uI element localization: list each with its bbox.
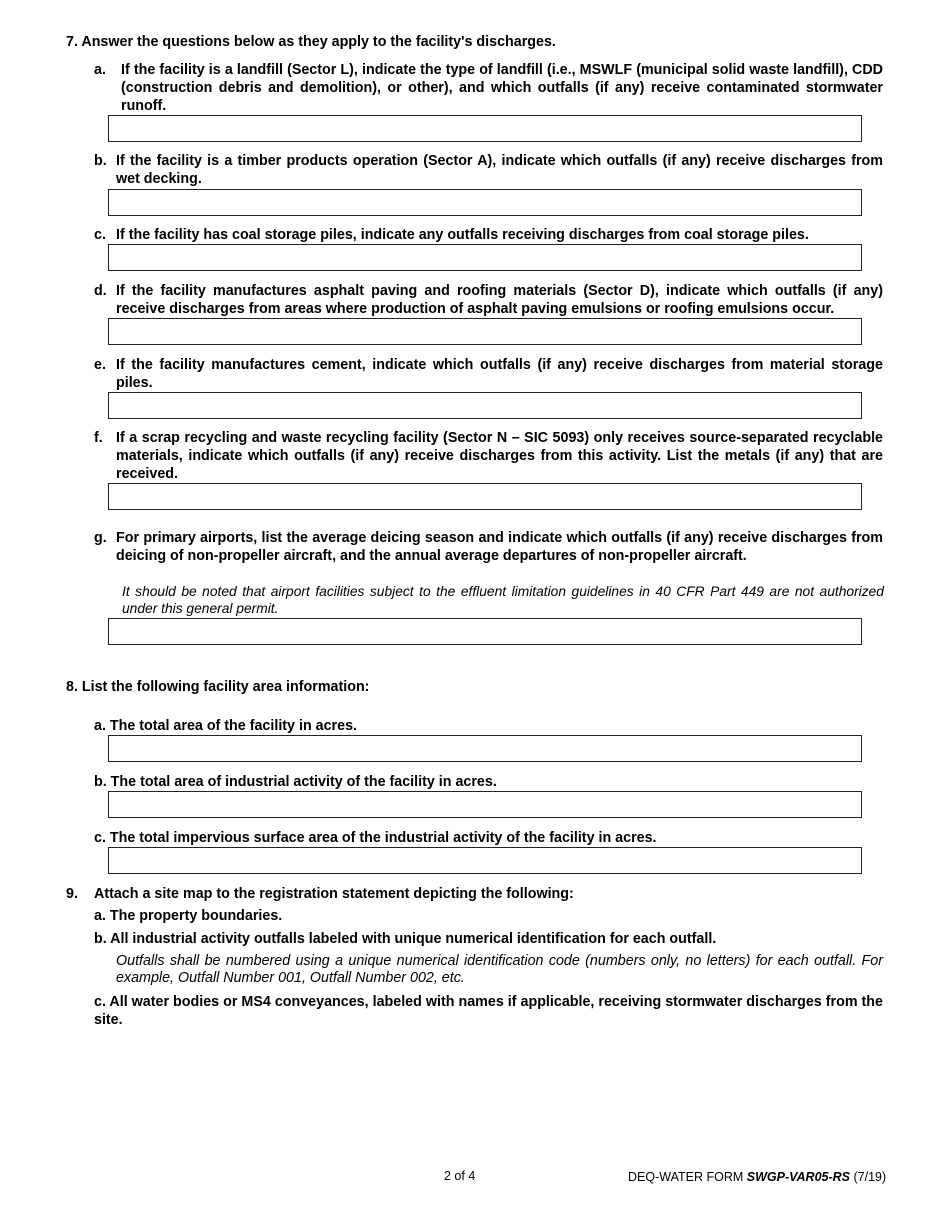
- q7g-answer-box[interactable]: [108, 618, 862, 645]
- q8b-answer-box[interactable]: [108, 791, 862, 818]
- page-number: 2 of 4: [444, 1169, 476, 1183]
- q7f-answer-box[interactable]: [108, 483, 862, 510]
- q7a-letter: a.: [94, 62, 106, 78]
- q7f-letter: f.: [94, 430, 103, 446]
- q7d-letter: d.: [94, 283, 107, 299]
- q7e-answer-box[interactable]: [108, 392, 862, 419]
- q8c-answer-box[interactable]: [108, 847, 862, 874]
- q9-number: 9.: [66, 886, 78, 902]
- form-revision: (7/19): [850, 1170, 887, 1184]
- q7b-letter: b.: [94, 153, 107, 169]
- q7g-letter: g.: [94, 530, 107, 546]
- q7b-answer-box[interactable]: [108, 189, 862, 216]
- q7c-text: If the facility has coal storage piles, indicate any outfalls receiving discharges from coal storage piles.: [116, 227, 809, 243]
- q7c-letter: c.: [94, 227, 106, 243]
- q9b-text: b. All industrial activity outfalls labeled with unique numerical identification for each outfall.: [94, 931, 717, 947]
- q9b-note: Outfalls shall be numbered using a unique numerical identification code (numbers only, no letters) for each outfall. For example, Outfall Number 001, Outfall Number 002, etc.: [116, 953, 883, 986]
- form-prefix: DEQ-WATER FORM: [628, 1170, 747, 1184]
- q7e-text: If the facility manufactures cement, indicate which outfalls (if any) receive discharges from material storage piles.: [116, 357, 883, 391]
- q9a-text: a. The property boundaries.: [94, 908, 283, 924]
- q8a-answer-box[interactable]: [108, 735, 862, 762]
- q7e-letter: e.: [94, 357, 106, 373]
- form-identifier: [628, 1170, 886, 1185]
- q7d-answer-box[interactable]: [108, 318, 862, 345]
- q7c-answer-box[interactable]: [108, 244, 862, 271]
- q7g-text: For primary airports, list the average deicing season and indicate which outfalls (if any) receive discharges from deicing of non-propeller aircraft, and the annual average departures of non-propeller aircraft.: [116, 530, 883, 564]
- q8-heading: 8. List the following facility area information:: [66, 679, 370, 695]
- q7-heading: 7. Answer the questions below as they apply to the facility's discharges.: [66, 34, 556, 50]
- q9-heading: Attach a site map to the registration statement depicting the following:: [94, 886, 574, 902]
- q8b-text: b. The total area of industrial activity of the facility in acres.: [94, 774, 497, 790]
- q7a-answer-box[interactable]: [108, 115, 862, 142]
- q7b-text: If the facility is a timber products operation (Sector A), indicate which outfalls (if any) receive discharges from wet decking.: [116, 153, 883, 187]
- q7d-text: If the facility manufactures asphalt paving and roofing materials (Sector D), indicate which outfalls (if any) receive discharges from areas where production of asphalt paving emulsions or roofing emulsions occur.: [116, 283, 883, 317]
- q9c-text: c. All water bodies or MS4 conveyances, labeled with names if applicable, receiving stormwater discharges from the site.: [94, 994, 883, 1028]
- q8c-text: c. The total impervious surface area of the industrial activity of the facility in acres.: [94, 830, 657, 846]
- q8a-text: a. The total area of the facility in acres.: [94, 718, 357, 734]
- q7a-text: If the facility is a landfill (Sector L), indicate the type of landfill (i.e., MSWLF (municipal solid waste landfill), CDD (construction debris and demolition), or other), and which outfalls (if any) receive contaminated stormwater runoff.: [121, 62, 883, 114]
- q7f-text: If a scrap recycling and waste recycling facility (Sector N – SIC 5093) only receives source-separated recyclable materials, indicate which outfalls (if any) receive discharges from this activity. List the metals (if any) that are received.: [116, 430, 883, 482]
- form-id: SWGP-VAR05-RS: [746, 1170, 851, 1184]
- q7g-note: It should be noted that airport facilities subject to the effluent limitation guidelines in 40 CFR Part 449 are not authorized under this general permit.: [122, 584, 884, 616]
